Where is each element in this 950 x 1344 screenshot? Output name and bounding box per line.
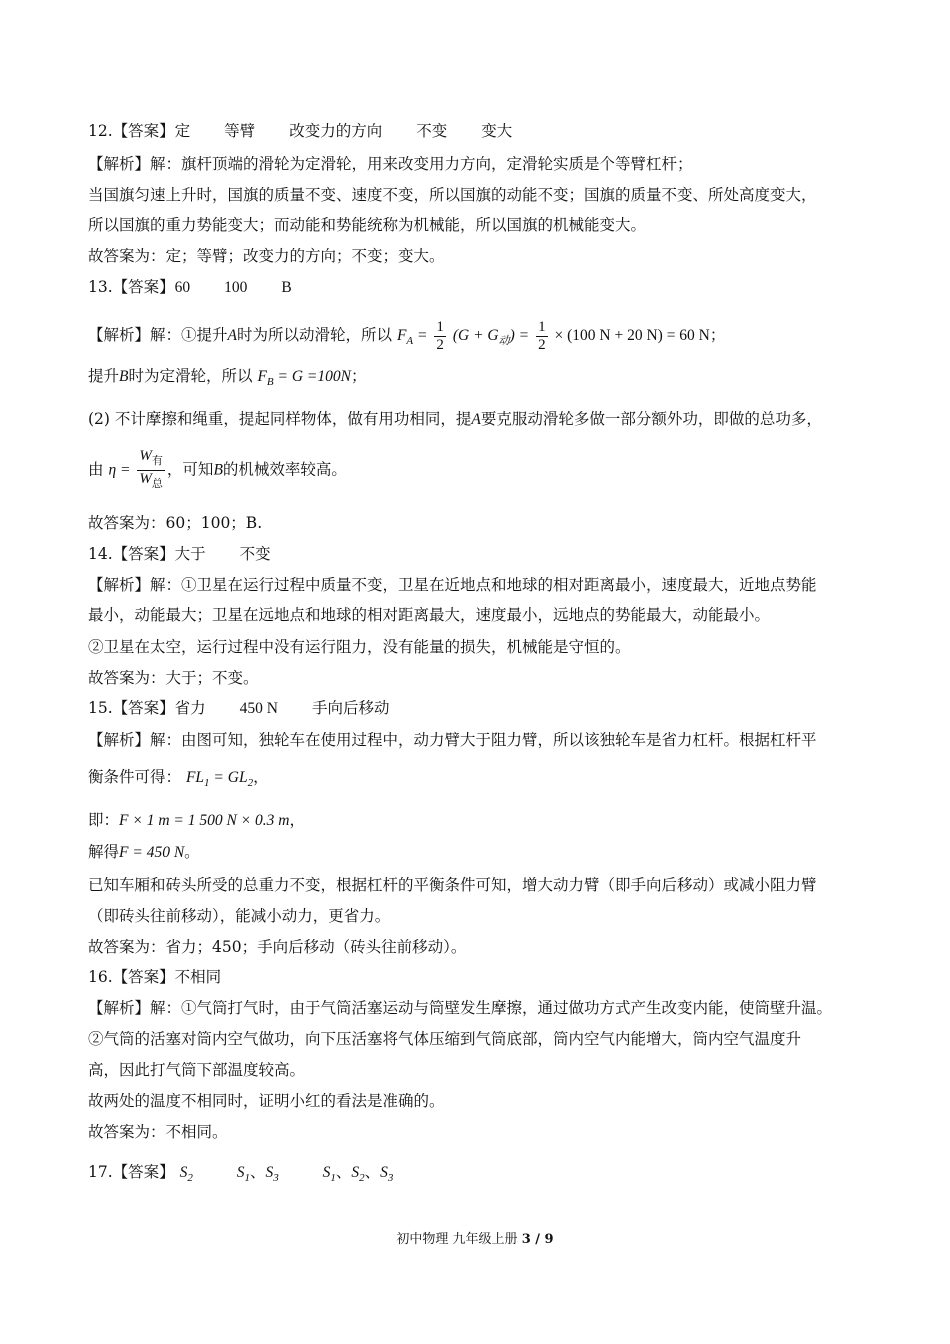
formula-fb: $F_B = G =100N$ bbox=[257, 368, 351, 389]
q17-answer-line: 17.【答案】 $S_2$ $S_1$、$S_3$ $S_1$、$S_2$、$S_3$ bbox=[88, 1163, 394, 1185]
q13-label: 13.【答案】 bbox=[88, 278, 175, 296]
fraction-half-1: $\frac{1}{2}$ bbox=[436, 318, 444, 353]
force-result: F = 450 N bbox=[119, 844, 185, 861]
q14-answer-2: 不变 bbox=[239, 545, 271, 563]
q15-answer-3: 手向后移动 bbox=[312, 699, 390, 717]
page-number: 3 bbox=[521, 1232, 531, 1247]
q16-answer-1: 不相同 bbox=[174, 968, 222, 986]
q12-answer-5: 变大 bbox=[481, 122, 513, 140]
q12-analysis-1: 【解析】解：旗杆顶端的滑轮为定滑轮，用来改变用力方向，定滑轮实质是个等臂杠杆； bbox=[88, 155, 693, 173]
page-total: 9 bbox=[544, 1232, 554, 1247]
q16-analysis-3: 高，因此打气筒下部温度较高。 bbox=[88, 1061, 306, 1079]
q13-analysis-3: (2) 不计摩擦和绳重，提起同样物体，做有用功相同，提A要克服动滑轮多做一部分额外功，即做的总功多， bbox=[88, 410, 822, 428]
q17-answer-1: $S_2$ bbox=[179, 1164, 193, 1185]
q17-answer-2: $S_1$ bbox=[236, 1164, 250, 1185]
q12-analysis-2: 当国旗匀速上升时，国旗的质量不变、速度不变，所以国旗的动能不变；国旗的质量不变、所处高度变大， bbox=[88, 186, 817, 204]
q15-analysis-2: 衡条件可得： $FL_1 = GL_2$， bbox=[88, 768, 269, 790]
q16-answer-line: 16.【答案】不相同 bbox=[88, 968, 222, 986]
q15-answer-1: 省力 bbox=[174, 699, 206, 717]
formula-calc: × (100 N + 20 N) = 60 N bbox=[554, 327, 710, 344]
q16-analysis-4: 故两处的温度不相同时，证明小红的看法是准确的。 bbox=[88, 1092, 445, 1110]
q14-answer-1: 大于 bbox=[174, 545, 206, 563]
eta-symbol: η = bbox=[108, 461, 131, 479]
q15-analysis-4: 解得F = 450 N。 bbox=[88, 843, 200, 861]
q15-analysis-6: （即砖头往前移动），能减小动力，更省力。 bbox=[88, 907, 391, 925]
lever-calc: F × 1 m = 1 500 N × 0.3 m bbox=[119, 812, 290, 829]
q16-final: 故答案为：不相同。 bbox=[88, 1123, 228, 1141]
q12-answer-2: 等臂 bbox=[224, 122, 256, 140]
q14-analysis-2: 最小，动能最大；卫星在远地点和地球的相对距离最大，速度最小，远地点的势能最大，动能最小。 bbox=[88, 606, 771, 624]
page-footer: 初中物理 九年级上册 3 / 9 bbox=[396, 1232, 554, 1247]
q13-answer-line bbox=[88, 277, 864, 298]
q14-final: 故答案为：大于；不变。 bbox=[88, 669, 259, 687]
q15-final: 故答案为：省力；450；手向后移动（砖头往前移动）。 bbox=[88, 938, 467, 956]
q12-answer-1: 定 bbox=[174, 122, 191, 140]
q14-analysis-3: ②卫星在太空，运行过程中没有运行阻力，没有能量的损失，机械能是守恒的。 bbox=[88, 638, 631, 656]
q13-answer-1: 60 bbox=[174, 279, 191, 296]
q13-analysis-2: 提升B时为定滑轮，所以 $F_B = G =100N$； bbox=[88, 367, 367, 389]
q13-final: 故答案为：60；100；B. bbox=[88, 514, 263, 532]
q14-analysis-1: 【解析】解：①卫星在运行过程中质量不变，卫星在近地点和地球的相对距离最小，速度最大，近地点势能 bbox=[88, 576, 817, 594]
q17-answer-3: $S_1$ bbox=[322, 1164, 336, 1185]
q13-analysis-4: 由 η = $\frac{W_有}{W_总}$ ，可知B的机械效率较高。 bbox=[88, 448, 864, 493]
q13-answer-2: 100 bbox=[224, 279, 248, 296]
q15-analysis-1: 【解析】解：由图可知，独轮车在使用过程中，动力臂大于阻力臂，所以该独轮车是省力杠杆。根据杠杆平 bbox=[88, 731, 817, 749]
fraction-half-2: $\frac{1}{2}$ bbox=[538, 318, 546, 353]
footer-course: 初中物理 九年级上册 bbox=[396, 1232, 518, 1247]
q13-answer-3: B bbox=[281, 279, 292, 296]
lever-equation: $FL_1 = GL_2$ bbox=[185, 769, 254, 790]
q14-answer-line: 14.【答案】大于 不变 bbox=[88, 545, 271, 563]
q16-analysis-1: 【解析】解：①气筒打气时，由于气筒活塞运动与筒壁发生摩擦，通过做功方式产生改变内能，使筒壁升温。 bbox=[88, 999, 833, 1017]
q15-answer-line: 15.【答案】省力 450 N 手向后移动 bbox=[88, 699, 390, 717]
q12-final: 故答案为：定；等臂；改变力的方向；不变；变大。 bbox=[88, 247, 445, 265]
efficiency-fraction: $\frac{W_有}{W_总}$ bbox=[139, 448, 163, 490]
q16-analysis-2: ②气筒的活塞对筒内空气做功，向下压活塞将气体压缩到气筒底部，筒内空气内能增大，筒内空气温度升 bbox=[88, 1030, 802, 1048]
q12-analysis-3: 所以国旗的重力势能变大；而动能和势能统称为机械能，所以国旗的机械能变大。 bbox=[88, 216, 647, 234]
q15-answer-2: 450 N bbox=[239, 700, 278, 717]
q15-analysis-3: 即：F × 1 m = 1 500 N × 0.3 m， bbox=[88, 811, 305, 829]
q13-analysis-1: 【解析】解：①提升A时为所以动滑轮，所以 $F_A$ = $\frac{1}{2}$ $(G + G_动)$ = $\frac{1}{2}$ × (100 N + 20 N) = 60 N； bbox=[88, 318, 726, 353]
formula-fa: $F_A$ = bbox=[396, 327, 428, 348]
q12-answer-4: 不变 bbox=[416, 122, 448, 140]
q15-analysis-5: 已知车厢和砖头所受的总重力不变，根据杠杆的平衡条件可知，增大动力臂（即手向后移动）或减小阻力臂 bbox=[88, 876, 817, 894]
q12-answer-3: 改变力的方向 bbox=[289, 122, 383, 140]
q12-answer-line bbox=[88, 121, 864, 141]
q12-label: 12.【答案】 bbox=[88, 122, 175, 140]
